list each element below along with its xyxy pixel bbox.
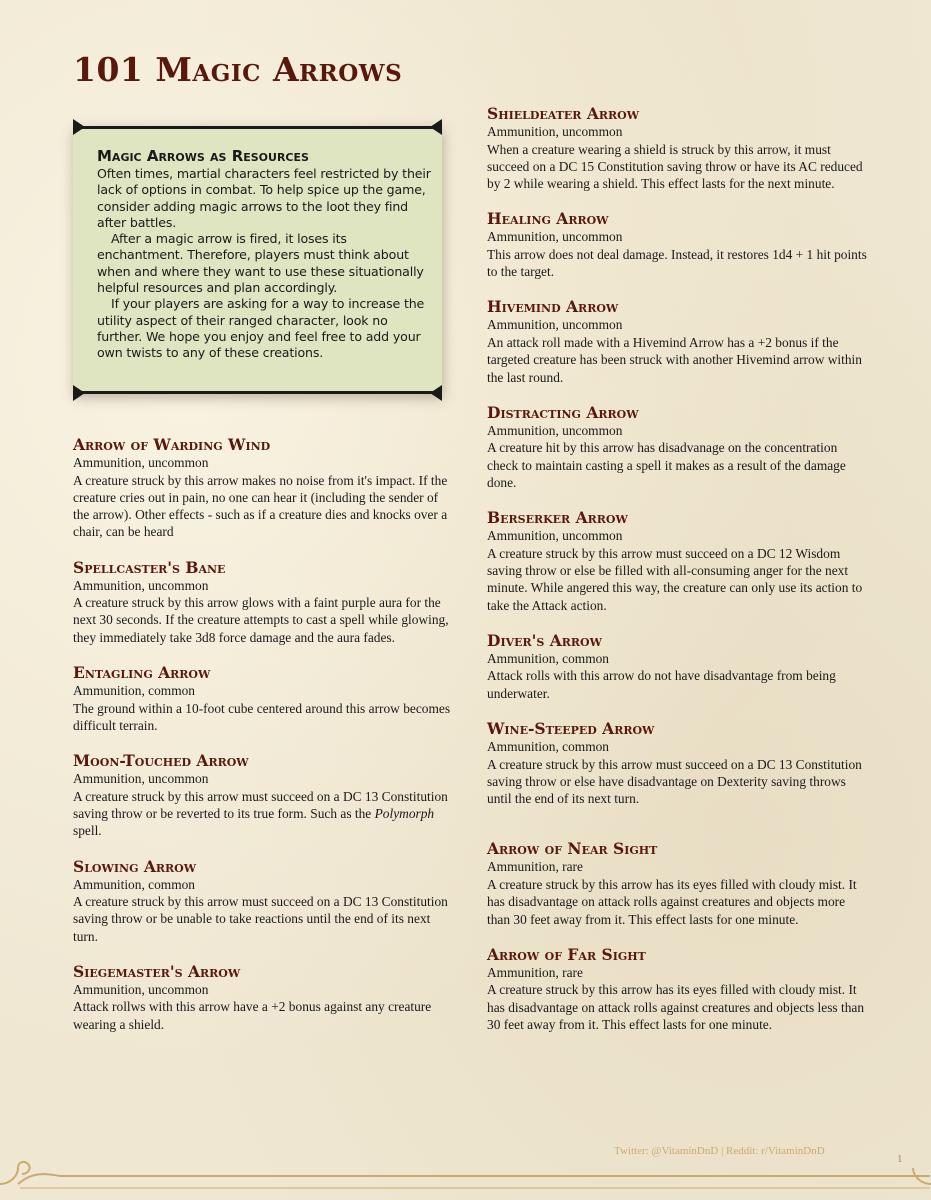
item-name: Arrow of Warding Wind: [73, 435, 271, 454]
item-name: Entagling Arrow: [73, 663, 211, 683]
item-type: Ammunition, rare: [487, 964, 583, 980]
item-hivemind-arrow: [487, 296, 867, 385]
item-siegemasters-arrow: [73, 961, 453, 1033]
item-type: Ammunition, common: [73, 683, 195, 699]
item-description: A creature struck by this arrow has its eyes filled with cloudy mist. It has disadvantage on attack rolls against creatures and objects less than 30 feet away from it. This effect lasts for one minute.: [487, 982, 865, 1032]
item-berserker-arrow: [487, 507, 867, 614]
item-name: Shieldeater Arrow: [487, 104, 640, 123]
item-type: Ammunition, uncommon: [73, 981, 209, 997]
note-paragraph: After a magic arrow is fired, it loses its enchantment. Therefore, players must think about when and where they want to use these situationally helpful resources and plan accordingly.: [97, 231, 424, 296]
note-corner-top-right: [430, 119, 442, 135]
item-description: A creature struck by this arrow must succeed on a DC 13 Constitution saving throw or else have disadvantage on Dexterity saving throws until the end of its next turn.: [487, 756, 862, 807]
sidebar-note: [73, 126, 442, 394]
item-type: Ammunition, uncommon: [487, 528, 623, 544]
item-wine-steeped-arrow: [487, 718, 867, 807]
item-moon-touched-arrow: [73, 750, 453, 839]
item-name: Diver's Arrow: [487, 630, 602, 650]
item-name: Hivemind Arrow: [487, 297, 619, 317]
item-name: Distracting Arrow: [487, 402, 639, 422]
left-column: [73, 434, 453, 1033]
note-paragraph: If your players are asking for a way to increase the utility aspect of their ranged character, look no further. We hope you enjoy and feel free to add your own twists to any of these creations.: [97, 296, 425, 361]
item-arrow-of-warding-wind: [73, 434, 453, 541]
item-name: Wine-Steeped Arrow: [487, 719, 655, 739]
item-description: A creature struck by this arrow must succeed on a DC 12 Wisdom saving throw or else be filled with all-consuming anger for the next minute. While angered this way, the creature can only use its action to take the Attack action.: [487, 545, 863, 613]
item-name: Healing Arrow: [487, 209, 609, 229]
note-corner-top-left: [73, 119, 85, 135]
note-corner-bottom-left: [73, 385, 85, 401]
item-type: Ammunition, uncommon: [487, 317, 623, 333]
item-name: Spellcaster's Bane: [73, 557, 226, 577]
item-description: A creature struck by this arrow has its eyes filled with cloudy mist. It has disadvantage on attack rolls against creatures and objects more than 30 feet away from it. This effect lasts for one minute.: [487, 876, 857, 927]
item-type: Ammunition, common: [487, 650, 609, 666]
item-slowing-arrow: [73, 856, 453, 945]
item-description: This arrow does not deal damage. Instead, it restores 1d4 + 1 hit points to the target.: [487, 246, 867, 280]
item-description: A creature struck by this arrow makes no noise from it's impact. If the creature cries out in pain, no one can hear it (including the sender of the arrow). Other effects - such as if a creature dies and knocks over a chair, can be heard: [73, 472, 448, 540]
item-description: The ground within a 10-foot cube centered around this arrow becomes difficult terrain.: [73, 700, 451, 733]
item-name: Slowing Arrow: [73, 856, 197, 876]
note-paragraph: Often times, martial characters feel restricted by their lack of options in combat. To help spice up the game, consider adding magic arrows to the loot they find after battles.: [97, 166, 431, 230]
item-description: An attack roll made with a Hivemind Arrow has a +2 bonus if the targeted creature has been struck with another Hivemind arrow within the last round.: [487, 334, 862, 385]
item-type: Ammunition, uncommon: [73, 771, 209, 787]
item-spellcasters-bane: [73, 557, 453, 646]
item-type: Ammunition, rare: [487, 859, 583, 875]
note-title: Magic Arrows as Resources: [97, 147, 309, 165]
item-type: Ammunition, common: [73, 876, 195, 892]
right-column: [487, 103, 867, 1033]
item-description: [73, 788, 453, 840]
item-type: Ammunition, uncommon: [73, 577, 209, 593]
item-name: Siegemaster's Arrow: [73, 961, 241, 981]
footer-credit: Twitter: @VitaminDnD | Reddit: r/VitaminDnD: [614, 1145, 825, 1157]
item-description-text: spell.: [73, 823, 102, 839]
item-description-text: A creature struck by this arrow must succeed on a DC 13 Constitution saving throw or be reverted to its true form. Such as the: [73, 788, 448, 821]
item-description: A creature struck by this arrow must succeed on a DC 13 Constitution saving throw or be unable to take reactions until the end of its next turn.: [73, 894, 448, 944]
page-number: 1: [897, 1153, 903, 1165]
item-entagling-arrow: [73, 662, 453, 734]
item-description: A creature hit by this arrow has disadvanage on the concentration check to maintain casting a spell it makes as a result of the damage done.: [487, 440, 846, 490]
item-name: Arrow of Near Sight: [487, 839, 658, 859]
item-description: A creature struck by this arrow glows with a faint purple aura for the next 30 seconds. If the creature attempts to cast a spell while glowing, they immediately take 3d8 force damage and the aura fades.: [73, 595, 449, 645]
item-shieldeater-arrow: [487, 103, 867, 192]
spell-name: Polymorph: [374, 805, 435, 821]
note-corner-bottom-right: [430, 385, 442, 401]
item-distracting-arrow: [487, 402, 867, 491]
item-description: When a creature wearing a shield is struck by this arrow, it must succeed on a DC 15 Constitution saving throw or have its AC reduced by 2 while wearing a shield. This effect lasts for the next minute.: [487, 141, 863, 192]
item-type: Ammunition, uncommon: [487, 422, 623, 438]
item-name: Moon-Touched Arrow: [73, 751, 249, 771]
item-type: Ammunition, uncommon: [487, 124, 623, 139]
item-arrow-of-near-sight: [487, 838, 867, 927]
item-name: Berserker Arrow: [487, 508, 628, 528]
item-divers-arrow: [487, 630, 867, 702]
item-type: Ammunition, common: [487, 739, 609, 755]
item-arrow-of-far-sight: [487, 944, 867, 1033]
item-description: Attack rollws with this arrow have a +2 bonus against any creature wearing a shield.: [73, 999, 432, 1032]
page-title: 101 Magic Arrows: [73, 50, 403, 89]
item-description: Attack rolls with this arrow do not have disadvantage from being underwater.: [487, 668, 836, 701]
item-type: Ammunition, uncommon: [487, 229, 623, 245]
item-healing-arrow: [487, 208, 867, 280]
item-name: Arrow of Far Sight: [487, 944, 646, 964]
item-type: Ammunition, uncommon: [73, 455, 209, 470]
